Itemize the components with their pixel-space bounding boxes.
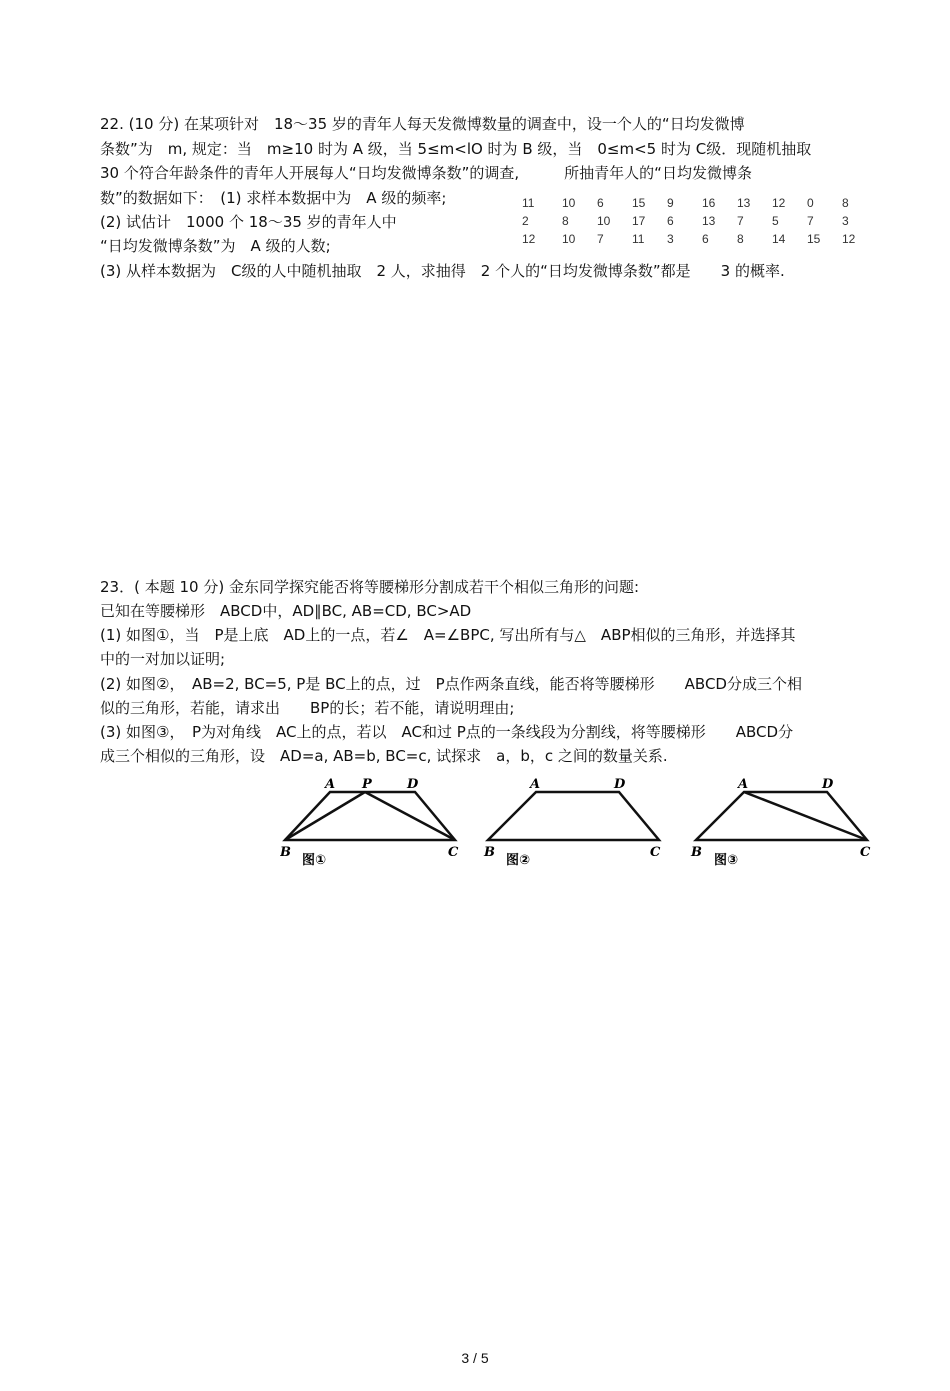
table-cell: 2 — [522, 214, 529, 228]
table-row — [522, 194, 877, 212]
fig1-label-c: C — [448, 845, 459, 860]
table-cell: 11 — [632, 232, 645, 246]
table-cell: 6 — [702, 232, 709, 246]
table-cell: 7 — [807, 214, 814, 228]
fig1-label-b: B — [280, 845, 291, 860]
figure-2 — [488, 792, 659, 840]
fig3-caption: 图③ — [714, 853, 739, 868]
q23-line-7: (3) 如图③， P为对角线 AC上的点，若以 AC和过 P点的一条线段为分割线，将等腰梯形 ABCD分 — [100, 723, 794, 741]
table-cell: 7 — [597, 232, 604, 246]
table-cell: 8 — [562, 214, 569, 228]
table-cell: 12 — [842, 232, 856, 246]
table-cell: 5 — [772, 214, 779, 228]
fig2-trapezoid — [488, 792, 659, 840]
trapezoid-figures — [280, 772, 880, 872]
fig3-label-c: C — [860, 845, 871, 860]
table-cell: 9 — [667, 196, 674, 210]
fig1-trapezoid — [285, 792, 455, 840]
table-cell: 12 — [772, 196, 786, 210]
table-row — [522, 230, 877, 248]
table-cell: 6 — [597, 196, 604, 210]
table-cell: 6 — [667, 214, 674, 228]
table-cell: 3 — [667, 232, 674, 246]
fig1-label-d: D — [407, 777, 419, 792]
page-number: 3 / 5 — [461, 1350, 489, 1366]
fig2-label-c: C — [650, 845, 661, 860]
q23-line-8: 成三个相似的三角形，设 AD=a, AB=b, BC=c, 试探求 a，b，c 之间的数量关系. — [100, 747, 668, 765]
table-cell: 10 — [562, 232, 576, 246]
table-cell: 13 — [702, 214, 716, 228]
q22-line-2: 条数”为 m, 规定：当 m≥10 时为 A 级，当 5≤m<lO 时为 B 级，当 0≤m<5 时为 C级．现随机抽取 — [100, 140, 812, 158]
table-cell: 14 — [772, 232, 786, 246]
fig2-label-a: A — [530, 777, 541, 792]
q23-line-5: (2) 如图②， AB=2, BC=5, P是 BC上的点，过 P点作两条直线，能否将等腰梯形 ABCD分成三个相 — [100, 675, 802, 693]
table-cell: 10 — [562, 196, 576, 210]
figure-3 — [696, 792, 867, 840]
table-cell: 17 — [632, 214, 646, 228]
table-row — [522, 212, 877, 230]
q22-line-3: 30 个符合年龄条件的青年人开展每人“日均发微博条数”的调查, 所抽青年人的“日均发微博条 — [100, 164, 752, 182]
q23-line-6: 似的三角形，若能，请求出 BP的长；若不能，请说明理由; — [100, 699, 515, 717]
table-cell: 8 — [737, 232, 744, 246]
fig1-label-a: A — [325, 777, 336, 792]
fig1-label-p: P — [362, 777, 372, 792]
q22-line-4: 数”的数据如下： (1) 求样本数据中为 A 级的频率; — [100, 189, 447, 207]
q22-line-5: (2) 试估计 1000 个 18～35 岁的青年人中 — [100, 213, 397, 231]
q22-line-6: “日均发微博条数”为 A 级的人数; — [100, 237, 331, 255]
table-cell: 12 — [522, 232, 536, 246]
fig3-label-a: A — [738, 777, 749, 792]
fig2-label-b: B — [484, 845, 495, 860]
fig1-line-pc — [365, 792, 455, 840]
q23-line-3: (1) 如图①，当 P是上底 AD上的一点，若∠ A=∠BPC, 写出所有与△ ABP相似的三角形，并选择其 — [100, 626, 796, 644]
fig1-line-pb — [285, 792, 365, 840]
fig2-label-d: D — [614, 777, 626, 792]
table-cell: 11 — [522, 196, 535, 210]
fig1-caption: 图① — [302, 853, 327, 868]
table-cell: 0 — [807, 196, 814, 210]
table-cell: 16 — [702, 196, 716, 210]
fig2-caption: 图② — [506, 853, 531, 868]
figure-1 — [285, 792, 455, 840]
q23-line-4: 中的一对加以证明; — [100, 650, 226, 668]
table-cell: 3 — [842, 214, 849, 228]
q23-line-2: 已知在等腰梯形 ABCD中，AD∥BC, AB=CD, BC>AD — [100, 602, 472, 620]
fig3-trapezoid — [696, 792, 867, 840]
table-cell: 15 — [632, 196, 646, 210]
fig3-label-b: B — [691, 845, 702, 860]
table-cell: 15 — [807, 232, 821, 246]
q22-line-7: (3) 从样本数据为 C级的人中随机抽取 2 人，求抽得 2 个人的“日均发微博条数”都是 3 的概率. — [100, 262, 785, 280]
fig3-label-d: D — [822, 777, 834, 792]
q22-line-1: 22. (10 分) 在某项针对 18～35 岁的青年人每天发微博数量的调查中，设一个人的“日均发微博 — [100, 115, 745, 133]
table-cell: 10 — [597, 214, 611, 228]
sample-data-table — [522, 194, 877, 248]
table-cell: 13 — [737, 196, 751, 210]
table-cell: 7 — [737, 214, 744, 228]
table-cell: 8 — [842, 196, 849, 210]
q23-line-1: 23．( 本题 10 分) 金东同学探究能否将等腰梯形分割成若干个相似三角形的问题: — [100, 578, 640, 596]
